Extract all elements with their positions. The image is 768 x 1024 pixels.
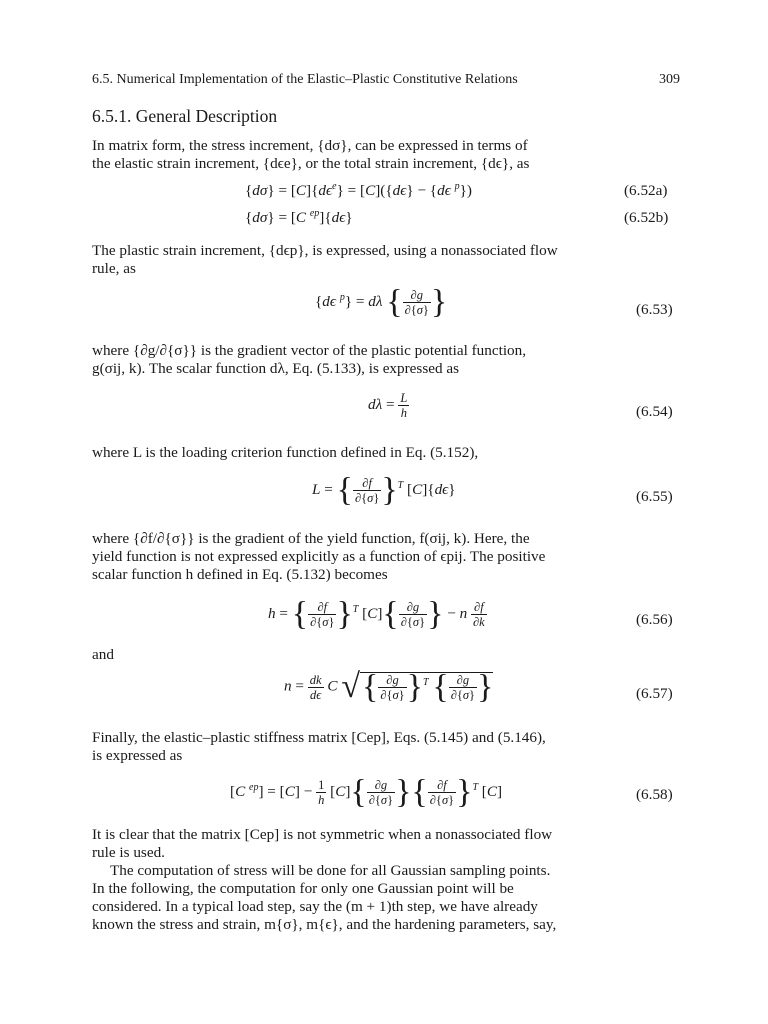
- equation-6-52b: {dσ} = [C $^{ep}$]{dϵ}: [245, 207, 353, 226]
- paragraph-line: In the following, the computation for only one Gaussian point will be: [92, 880, 514, 897]
- paragraph-line: the elastic strain increment, {dϵe}, or the total strain increment, {dϵ}, as: [92, 155, 530, 172]
- equation-number: (6.53): [636, 301, 673, 318]
- paragraph-line: considered. In a typical load step, say the (m + 1)th step, we have already: [92, 898, 538, 915]
- paragraph-line: is expressed as: [92, 747, 183, 764]
- paragraph-line: where {∂f/∂{σ}} is the gradient of the yield function, f(σij, k). Here, the: [92, 530, 530, 547]
- paragraph-line: scalar function h defined in Eq. (5.132) becomes: [92, 566, 388, 583]
- paragraph-line: rule is used.: [92, 844, 165, 861]
- paragraph-line: where L is the loading criterion function defined in Eq. (5.152),: [92, 444, 479, 461]
- equation-6-58: [C $^{ep}$] = [C] − $\frac{1}{h}$ [C]{ $\frac{\partial g}{\partial\{\sigma\}}$ }{ $\frac{\partial f}{\partial\{\sigma\}}$ }$^T$ [C]: [230, 773, 503, 811]
- paragraph-line: where {∂g/∂{σ}} is the gradient vector of the plastic potential function,: [92, 342, 527, 359]
- equation-number: (6.52b): [624, 209, 669, 226]
- page-number: 309: [659, 72, 680, 87]
- equation-6-54: dλ = $\frac{L}{h}$: [368, 391, 408, 420]
- equation-number: (6.57): [636, 685, 673, 702]
- paragraph-line: In matrix form, the stress increment, {dσ}, can be expressed in terms of: [92, 137, 528, 154]
- equation-number: (6.58): [636, 786, 673, 803]
- paragraph-line: The computation of stress will be done for all Gaussian sampling points.: [110, 862, 551, 879]
- equation-number: (6.55): [636, 488, 673, 505]
- paragraph-line: and: [92, 646, 114, 663]
- equation-6-57: n = $\frac{dk}{d\epsilon}$ C √{ $\frac{\partial g}{\partial\{\sigma\}}$ }$^T$ { $\frac{\partial g}{\partial\{\sigma\}}$ }: [284, 668, 494, 706]
- equation-6-56: h = { $\frac{\partial f}{\partial\{\sigma\}}$ }$^T$ [C]{ $\frac{\partial g}{\partial\{\sigma\}}$ } − n $\frac{\partial f}{\partial k}$: [268, 595, 485, 633]
- paragraph-line: The plastic strain increment, {dϵp}, is expressed, using a nonassociated flow: [92, 242, 558, 259]
- paragraph-line: It is clear that the matrix [Cep] is not symmetric when a nonassociated flow: [92, 826, 553, 843]
- equation-number: (6.52a): [624, 182, 668, 199]
- running-title: 6.5. Numerical Implementation of the Elastic–Plastic Constitutive Relations: [92, 72, 518, 87]
- equation-number: (6.54): [636, 403, 673, 420]
- paragraph-line: Finally, the elastic–plastic stiffness matrix [Cep], Eqs. (5.145) and (5.146),: [92, 729, 546, 746]
- paragraph-line: yield function is not expressed explicitly as a function of ϵpij. The positive: [92, 548, 546, 565]
- equation-number: (6.56): [636, 611, 673, 628]
- paragraph-line: known the stress and strain, m{σ}, m{ϵ}, and the hardening parameters, say,: [92, 916, 557, 933]
- section-heading: 6.5.1. General Description: [92, 106, 278, 126]
- equation-6-52a: $\{d\sigma\} = [C]\{d\epsilon^e\} = [C](\{d\epsilon\} - \{d\epsilon$ $^p$}): [245, 180, 472, 199]
- paragraph-line: g(σij, k). The scalar function dλ, Eq. (5.133), is expressed as: [92, 360, 460, 377]
- equation-6-55: L = { $\frac{\partial f}{\partial\{\sigma\}}$ }$^T$ [C]{dϵ}: [312, 471, 456, 509]
- paragraph-line: rule, as: [92, 260, 136, 277]
- equation-6-53: {dϵ $^p$} = dλ { $\frac{\partial g}{\partial\{\sigma\}}$ }: [315, 283, 448, 321]
